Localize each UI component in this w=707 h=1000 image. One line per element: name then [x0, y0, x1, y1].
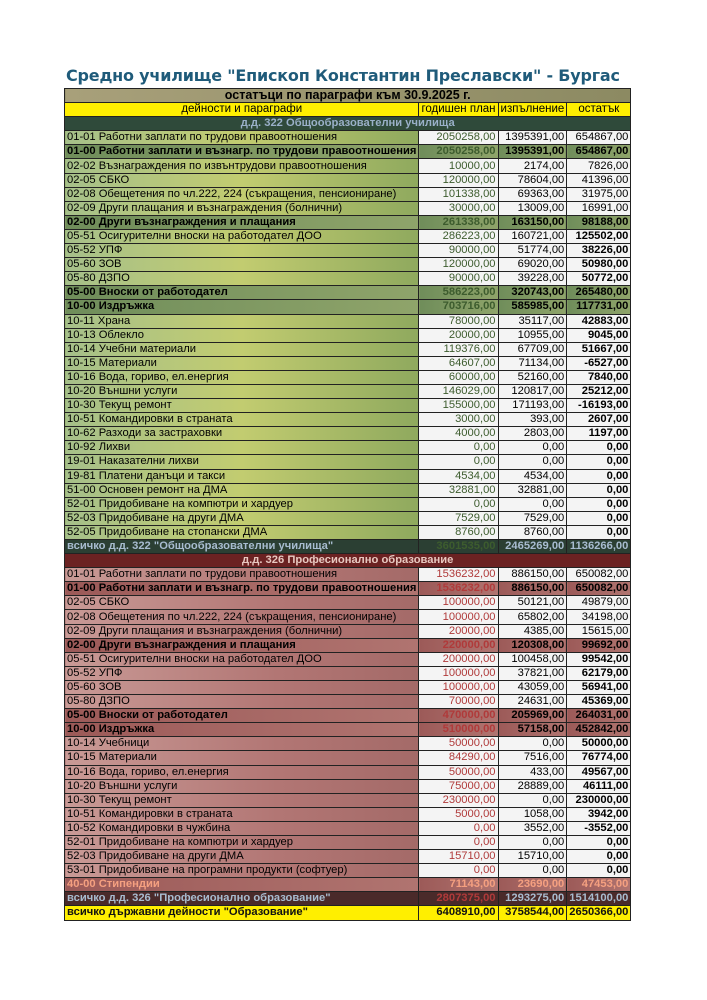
- table-row: [65, 793, 631, 807]
- table-row: [65, 695, 631, 709]
- cell-execution: 1293275,00: [498, 892, 567, 906]
- cell-execution: 8760,00: [498, 525, 567, 539]
- cell-execution: 886150,00: [498, 568, 567, 582]
- cell-label: 52-01 Придобиване на компютри и хардуер: [65, 497, 419, 511]
- table-row: [65, 765, 631, 779]
- cell-remainder: 265480,00: [567, 286, 631, 300]
- cell-label: 02-05 СБКО: [65, 596, 419, 610]
- subtotal-row: [65, 300, 631, 314]
- cell-label: 10-51 Командировки в страната: [65, 413, 419, 427]
- cell-execution: 160721,00: [498, 229, 567, 243]
- col-header-execution: изпълнение: [498, 103, 567, 117]
- cell-remainder: 50000,00: [567, 737, 631, 751]
- cell-remainder: 654867,00: [567, 145, 631, 159]
- cell-execution: 0,00: [498, 497, 567, 511]
- section-title: д.д. 322 Общообразователни училища: [65, 117, 631, 131]
- cell-execution: 28889,00: [498, 779, 567, 793]
- cell-remainder: 47453,00: [567, 878, 631, 892]
- cell-label: 10-20 Външни услуги: [65, 384, 419, 398]
- cell-plan: 50000,00: [419, 765, 498, 779]
- table-row: [65, 258, 631, 272]
- cell-remainder: 0,00: [567, 483, 631, 497]
- table-row: [65, 328, 631, 342]
- table-row: [65, 835, 631, 849]
- cell-label: 10-16 Вода, гориво, ел.енергия: [65, 765, 419, 779]
- cell-plan: 90000,00: [419, 272, 498, 286]
- cell-label: 05-80 ДЗПО: [65, 272, 419, 286]
- cell-execution: 1395391,00: [498, 145, 567, 159]
- grand-total-row: [65, 906, 631, 920]
- table-row: [65, 370, 631, 384]
- cell-label: 02-09 Други плащания и възнаграждения (болнични): [65, 201, 419, 215]
- cell-execution: 100458,00: [498, 652, 567, 666]
- cell-remainder: 650082,00: [567, 568, 631, 582]
- cell-plan: 120000,00: [419, 173, 498, 187]
- table-row: [65, 497, 631, 511]
- cell-label: всичко д.д. 326 "Професионално образование": [65, 892, 419, 906]
- cell-plan: 75000,00: [419, 779, 498, 793]
- cell-remainder: 98188,00: [567, 215, 631, 229]
- cell-label: 10-20 Външни услуги: [65, 779, 419, 793]
- subtotal-row: [65, 582, 631, 596]
- cell-remainder: 2607,00: [567, 413, 631, 427]
- cell-execution: 7529,00: [498, 511, 567, 525]
- col-header-plan: годишен план: [419, 103, 498, 117]
- cell-plan: 3000,00: [419, 413, 498, 427]
- cell-execution: 433,00: [498, 765, 567, 779]
- cell-remainder: 1197,00: [567, 427, 631, 441]
- cell-plan: 3601535,00: [419, 540, 498, 554]
- cell-execution: 43059,00: [498, 680, 567, 694]
- cell-plan: 50000,00: [419, 737, 498, 751]
- table-row: [65, 441, 631, 455]
- cell-label: 01-01 Работни заплати по трудови правоотношения: [65, 131, 419, 145]
- cell-execution: 2465269,00: [498, 540, 567, 554]
- cell-remainder: 0,00: [567, 864, 631, 878]
- cell-plan: 100000,00: [419, 596, 498, 610]
- cell-plan: 0,00: [419, 455, 498, 469]
- cell-execution: 120817,00: [498, 384, 567, 398]
- subtotal-row: [65, 215, 631, 229]
- cell-remainder: 1514100,00: [567, 892, 631, 906]
- cell-plan: 78000,00: [419, 314, 498, 328]
- cell-remainder: 99542,00: [567, 652, 631, 666]
- cell-label: 10-15 Материали: [65, 356, 419, 370]
- cell-label: 05-00 Вноски от работодател: [65, 286, 419, 300]
- cell-execution: 3552,00: [498, 821, 567, 835]
- section-total-row: [65, 892, 631, 906]
- cell-remainder: 31975,00: [567, 187, 631, 201]
- table-row: [65, 244, 631, 258]
- cell-remainder: 76774,00: [567, 751, 631, 765]
- cell-label: 10-13 Облекло: [65, 328, 419, 342]
- subtotal-row: [65, 145, 631, 159]
- table-row: [65, 821, 631, 835]
- table-row: [65, 737, 631, 751]
- cell-execution: 320743,00: [498, 286, 567, 300]
- cell-plan: 30000,00: [419, 201, 498, 215]
- table-row: [65, 511, 631, 525]
- cell-execution: 0,00: [498, 793, 567, 807]
- cell-label: 52-03 Придобиване на други ДМА: [65, 511, 419, 525]
- cell-plan: 0,00: [419, 864, 498, 878]
- table-row: [65, 131, 631, 145]
- cell-label: 52-05 Придобиване на стопански ДМА: [65, 525, 419, 539]
- cell-remainder: 264031,00: [567, 709, 631, 723]
- cell-execution: 67709,00: [498, 342, 567, 356]
- cell-remainder: 7840,00: [567, 370, 631, 384]
- cell-label: 19-81 Платени данъци и такси: [65, 469, 419, 483]
- subtotal-row: [65, 286, 631, 300]
- cell-remainder: 117731,00: [567, 300, 631, 314]
- cell-label: 52-03 Придобиване на други ДМА: [65, 850, 419, 864]
- cell-remainder: -6527,00: [567, 356, 631, 370]
- cell-label: 02-00 Други възнаграждения и плащания: [65, 638, 419, 652]
- cell-plan: 261338,00: [419, 215, 498, 229]
- table-row: [65, 666, 631, 680]
- cell-execution: 0,00: [498, 737, 567, 751]
- cell-plan: 2050258,00: [419, 131, 498, 145]
- col-header-activity: дейности и параграфи: [65, 103, 419, 117]
- cell-label: 05-52 УПФ: [65, 244, 419, 258]
- cell-remainder: 46111,00: [567, 779, 631, 793]
- cell-plan: 15710,00: [419, 850, 498, 864]
- table-row: [65, 610, 631, 624]
- cell-plan: 510000,00: [419, 723, 498, 737]
- cell-label: 05-80 ДЗПО: [65, 695, 419, 709]
- cell-plan: 64607,00: [419, 356, 498, 370]
- subtotal-row: [65, 723, 631, 737]
- cell-remainder: 49567,00: [567, 765, 631, 779]
- table-row: [65, 807, 631, 821]
- table-row: [65, 455, 631, 469]
- cell-plan: 155000,00: [419, 399, 498, 413]
- cell-label: 01-00 Работни заплати и възнагр. по трудови правоотношения: [65, 582, 419, 596]
- cell-label: 52-01 Придобиване на компютри и хардуер: [65, 835, 419, 849]
- cell-label: 10-00 Издръжка: [65, 723, 419, 737]
- table-row: [65, 173, 631, 187]
- table-row: [65, 342, 631, 356]
- cell-plan: 7529,00: [419, 511, 498, 525]
- cell-remainder: 654867,00: [567, 131, 631, 145]
- cell-execution: 120308,00: [498, 638, 567, 652]
- cell-plan: 586223,00: [419, 286, 498, 300]
- cell-remainder: 49879,00: [567, 596, 631, 610]
- cell-plan: 220000,00: [419, 638, 498, 652]
- cell-execution: 71134,00: [498, 356, 567, 370]
- cell-execution: 65802,00: [498, 610, 567, 624]
- column-header-row: [65, 103, 631, 117]
- cell-remainder: 0,00: [567, 497, 631, 511]
- cell-remainder: -3552,00: [567, 821, 631, 835]
- table-row: [65, 596, 631, 610]
- cell-remainder: 125502,00: [567, 229, 631, 243]
- cell-remainder: 0,00: [567, 441, 631, 455]
- cell-label: 10-30 Текущ ремонт: [65, 793, 419, 807]
- cell-execution: 205969,00: [498, 709, 567, 723]
- cell-execution: 585985,00: [498, 300, 567, 314]
- section-header-row: [65, 117, 631, 131]
- cell-label: 02-09 Други плащания и възнаграждения (болнични): [65, 624, 419, 638]
- cell-remainder: 0,00: [567, 455, 631, 469]
- cell-label: 02-00 Други възнаграждения и плащания: [65, 215, 419, 229]
- cell-execution: 171193,00: [498, 399, 567, 413]
- cell-label: 01-01 Работни заплати по трудови правоотношения: [65, 568, 419, 582]
- cell-plan: 101338,00: [419, 187, 498, 201]
- cell-plan: 100000,00: [419, 610, 498, 624]
- cell-execution: 0,00: [498, 455, 567, 469]
- cell-execution: 7516,00: [498, 751, 567, 765]
- cell-plan: 60000,00: [419, 370, 498, 384]
- section-326: [65, 554, 631, 906]
- cell-remainder: 50980,00: [567, 258, 631, 272]
- cell-remainder: 16991,00: [567, 201, 631, 215]
- subtotal-row: [65, 709, 631, 723]
- table-row: [65, 399, 631, 413]
- cell-plan: 0,00: [419, 835, 498, 849]
- cell-plan: 470000,00: [419, 709, 498, 723]
- cell-remainder: 0,00: [567, 511, 631, 525]
- table-head: [65, 89, 631, 117]
- cell-plan: 146029,00: [419, 384, 498, 398]
- cell-remainder: 0,00: [567, 835, 631, 849]
- table-row: [65, 751, 631, 765]
- table-row: [65, 314, 631, 328]
- cell-execution: 4385,00: [498, 624, 567, 638]
- cell-remainder: 56941,00: [567, 680, 631, 694]
- cell-label: 05-00 Вноски от работодател: [65, 709, 419, 723]
- cell-plan: 1536232,00: [419, 582, 498, 596]
- cell-label: 10-62 Разходи за застраховки: [65, 427, 419, 441]
- cell-remainder: 38226,00: [567, 244, 631, 258]
- cell-execution: 51774,00: [498, 244, 567, 258]
- cell-plan: 703716,00: [419, 300, 498, 314]
- cell-remainder: 51667,00: [567, 342, 631, 356]
- cell-label: 01-00 Работни заплати и възнагр. по трудови правоотношения: [65, 145, 419, 159]
- cell-label: 05-60 ЗОВ: [65, 680, 419, 694]
- cell-execution: 3758544,00: [498, 906, 567, 920]
- cell-execution: 163150,00: [498, 215, 567, 229]
- cell-remainder: 1136266,00: [567, 540, 631, 554]
- cell-remainder: 45369,00: [567, 695, 631, 709]
- table-row: [65, 568, 631, 582]
- cell-execution: 15710,00: [498, 850, 567, 864]
- table-row: [65, 864, 631, 878]
- table-row: [65, 652, 631, 666]
- table-row: [65, 483, 631, 497]
- cell-plan: 6408910,00: [419, 906, 498, 920]
- cell-execution: 23690,00: [498, 878, 567, 892]
- cell-label: 02-05 СБКО: [65, 173, 419, 187]
- cell-execution: 1395391,00: [498, 131, 567, 145]
- cell-label: всичко държавни дейности "Образование": [65, 906, 419, 920]
- table-row: [65, 356, 631, 370]
- cell-label: 02-08 Обещетения по чл.222, 224 (съкращения, пенсиониране): [65, 610, 419, 624]
- cell-execution: 2174,00: [498, 159, 567, 173]
- cell-label: 10-15 Материали: [65, 751, 419, 765]
- cell-remainder: 25212,00: [567, 384, 631, 398]
- section-header-row: [65, 554, 631, 568]
- cell-remainder: 452842,00: [567, 723, 631, 737]
- table-subtitle: остатъци по параграфи към 30.9.2025 г.: [65, 89, 631, 103]
- cell-execution: 13009,00: [498, 201, 567, 215]
- table-row: [65, 159, 631, 173]
- cell-plan: 2807375,00: [419, 892, 498, 906]
- cell-remainder: 650082,00: [567, 582, 631, 596]
- subtitle-row: [65, 89, 631, 103]
- table-row: [65, 469, 631, 483]
- cell-plan: 0,00: [419, 497, 498, 511]
- cell-remainder: 9045,00: [567, 328, 631, 342]
- cell-label: 05-52 УПФ: [65, 666, 419, 680]
- table-row: [65, 878, 631, 892]
- cell-remainder: 0,00: [567, 469, 631, 483]
- cell-execution: 0,00: [498, 864, 567, 878]
- cell-execution: 37821,00: [498, 666, 567, 680]
- cell-plan: 10000,00: [419, 159, 498, 173]
- table-row: [65, 229, 631, 243]
- cell-execution: 393,00: [498, 413, 567, 427]
- cell-label: 10-30 Текущ ремонт: [65, 399, 419, 413]
- table-row: [65, 384, 631, 398]
- cell-plan: 230000,00: [419, 793, 498, 807]
- cell-label: 02-08 Обещетения по чл.222, 224 (съкращения, пенсиониране): [65, 187, 419, 201]
- cell-plan: 100000,00: [419, 666, 498, 680]
- cell-label: 10-51 Командировки в страната: [65, 807, 419, 821]
- cell-plan: 1536232,00: [419, 568, 498, 582]
- cell-execution: 10955,00: [498, 328, 567, 342]
- cell-execution: 0,00: [498, 441, 567, 455]
- cell-plan: 20000,00: [419, 328, 498, 342]
- cell-plan: 71143,00: [419, 878, 498, 892]
- cell-label: 19-01 Наказателни лихви: [65, 455, 419, 469]
- cell-remainder: 50772,00: [567, 272, 631, 286]
- cell-remainder: 230000,00: [567, 793, 631, 807]
- cell-plan: 20000,00: [419, 624, 498, 638]
- cell-label: 10-14 Учебници: [65, 737, 419, 751]
- cell-label: 02-02 Възнаграждения по извънтрудови правоотношения: [65, 159, 419, 173]
- cell-plan: 5000,00: [419, 807, 498, 821]
- section-total-row: [65, 540, 631, 554]
- cell-execution: 886150,00: [498, 582, 567, 596]
- cell-label: 05-51 Осигурителни вноски на работодател ДОО: [65, 652, 419, 666]
- table-row: [65, 680, 631, 694]
- cell-remainder: 15615,00: [567, 624, 631, 638]
- cell-remainder: 62179,00: [567, 666, 631, 680]
- cell-plan: 119376,00: [419, 342, 498, 356]
- cell-plan: 4000,00: [419, 427, 498, 441]
- cell-plan: 0,00: [419, 441, 498, 455]
- table-row: [65, 525, 631, 539]
- cell-execution: 69363,00: [498, 187, 567, 201]
- cell-remainder: 41396,00: [567, 173, 631, 187]
- cell-plan: 0,00: [419, 821, 498, 835]
- cell-execution: 57158,00: [498, 723, 567, 737]
- cell-label: всичко д.д. 322 "Общообразователни училища": [65, 540, 419, 554]
- section-title: д.д. 326 Професионално образование: [65, 554, 631, 568]
- cell-remainder: 2650366,00: [567, 906, 631, 920]
- cell-execution: 1058,00: [498, 807, 567, 821]
- table-row: [65, 624, 631, 638]
- cell-remainder: 34198,00: [567, 610, 631, 624]
- cell-remainder: 3942,00: [567, 807, 631, 821]
- cell-execution: 2803,00: [498, 427, 567, 441]
- cell-plan: 100000,00: [419, 680, 498, 694]
- table-row: [65, 413, 631, 427]
- cell-label: 05-51 Осигурителни вноски на работодател ДОО: [65, 229, 419, 243]
- cell-execution: 35117,00: [498, 314, 567, 328]
- cell-label: 51-00 Основен ремонт на ДМА: [65, 483, 419, 497]
- section-322: [65, 117, 631, 554]
- cell-plan: 84290,00: [419, 751, 498, 765]
- cell-execution: 24631,00: [498, 695, 567, 709]
- table-row: [65, 779, 631, 793]
- cell-remainder: 42883,00: [567, 314, 631, 328]
- cell-label: 10-92 Лихви: [65, 441, 419, 455]
- cell-plan: 286223,00: [419, 229, 498, 243]
- cell-label: 10-52 Командировки в чужбина: [65, 821, 419, 835]
- grand-total: [65, 906, 631, 920]
- cell-remainder: 99692,00: [567, 638, 631, 652]
- table-row: [65, 427, 631, 441]
- cell-execution: 32881,00: [498, 483, 567, 497]
- cell-plan: 70000,00: [419, 695, 498, 709]
- cell-label: 05-60 ЗОВ: [65, 258, 419, 272]
- cell-remainder: 0,00: [567, 850, 631, 864]
- cell-execution: 4534,00: [498, 469, 567, 483]
- cell-execution: 0,00: [498, 835, 567, 849]
- cell-remainder: 0,00: [567, 525, 631, 539]
- cell-plan: 90000,00: [419, 244, 498, 258]
- cell-plan: 120000,00: [419, 258, 498, 272]
- cell-plan: 4534,00: [419, 469, 498, 483]
- cell-plan: 200000,00: [419, 652, 498, 666]
- cell-remainder: -16193,00: [567, 399, 631, 413]
- cell-label: 10-16 Вода, гориво, ел.енергия: [65, 370, 419, 384]
- document-title: Средно училище "Епископ Константин Преславски" - Бургас: [66, 66, 620, 85]
- table-row: [65, 201, 631, 215]
- col-header-remainder: остатък: [567, 103, 631, 117]
- cell-label: 53-01 Придобиване на програмни продукти (софтуер): [65, 864, 419, 878]
- table-row: [65, 272, 631, 286]
- cell-execution: 78604,00: [498, 173, 567, 187]
- cell-label: 40-00 Стипендии: [65, 878, 419, 892]
- table-row: [65, 850, 631, 864]
- cell-label: 10-00 Издръжка: [65, 300, 419, 314]
- cell-label: 10-11 Храна: [65, 314, 419, 328]
- budget-table: [64, 88, 631, 921]
- cell-execution: 52160,00: [498, 370, 567, 384]
- cell-remainder: 7826,00: [567, 159, 631, 173]
- cell-plan: 32881,00: [419, 483, 498, 497]
- cell-plan: 2050258,00: [419, 145, 498, 159]
- cell-plan: 8760,00: [419, 525, 498, 539]
- subtotal-row: [65, 638, 631, 652]
- cell-execution: 39228,00: [498, 272, 567, 286]
- cell-execution: 50121,00: [498, 596, 567, 610]
- cell-label: 10-14 Учебни материали: [65, 342, 419, 356]
- cell-execution: 69020,00: [498, 258, 567, 272]
- table-row: [65, 187, 631, 201]
